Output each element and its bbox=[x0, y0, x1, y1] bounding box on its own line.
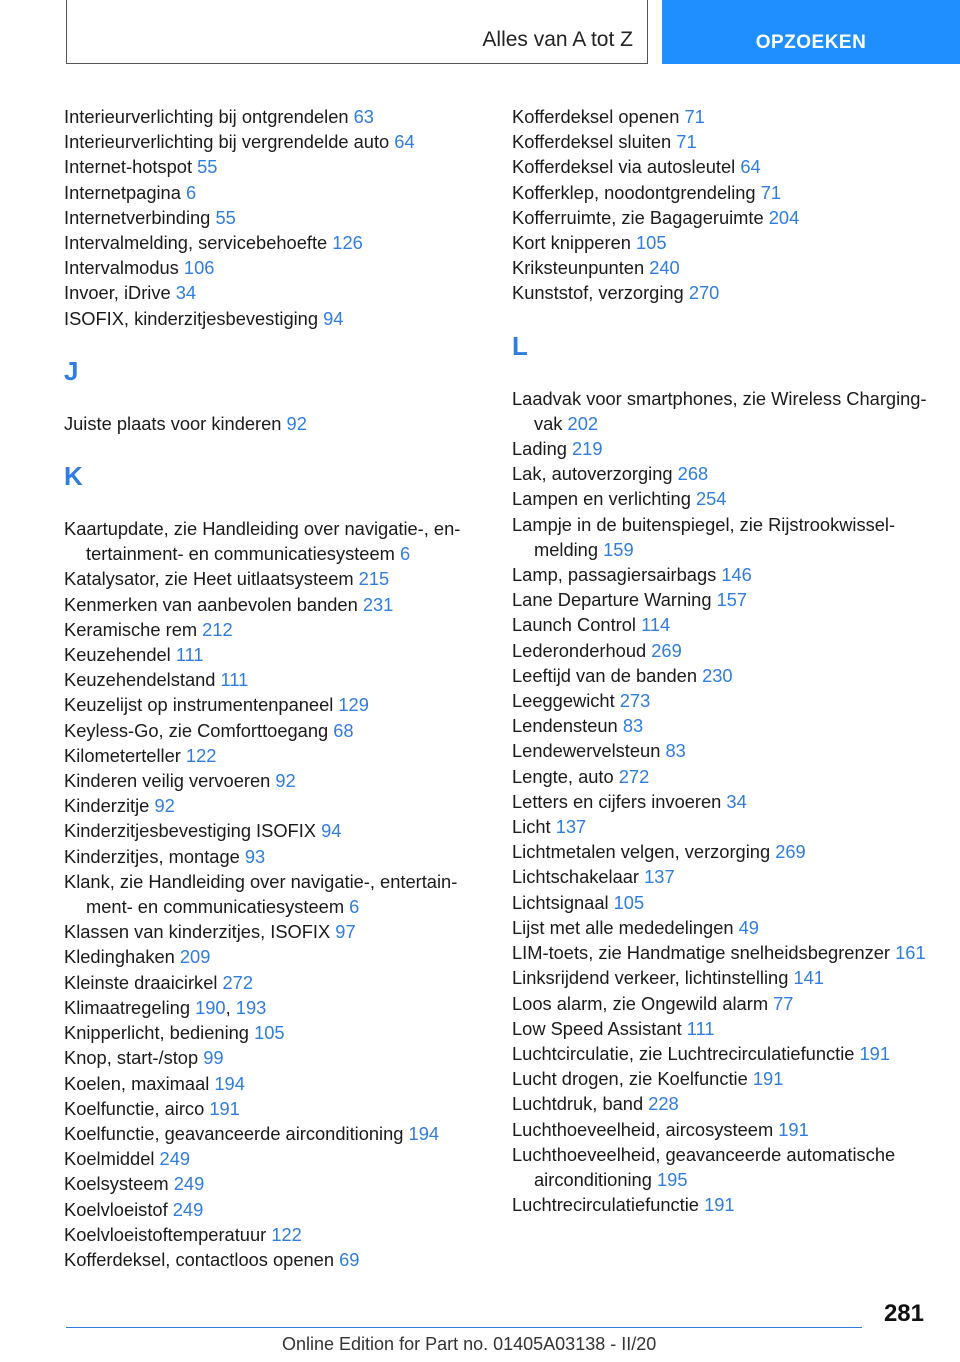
lookup-tab[interactable] bbox=[662, 0, 960, 64]
index-term: Luchtcirculatie, zie Luchtrecirculatiefunctie bbox=[512, 1042, 860, 1064]
index-entry bbox=[64, 1146, 484, 1171]
index-term: Intervalmodus bbox=[64, 257, 184, 279]
index-entry bbox=[64, 718, 484, 743]
index-entry bbox=[64, 844, 484, 869]
index-term: Licht bbox=[512, 816, 556, 838]
index-term: Koelmiddel bbox=[64, 1148, 160, 1170]
index-term: Lampen en verlichting bbox=[512, 488, 696, 510]
index-entry bbox=[512, 1192, 932, 1217]
index-entry bbox=[64, 592, 484, 617]
page-link[interactable]: 270 bbox=[688, 282, 720, 304]
page-link[interactable]: 77 bbox=[773, 992, 794, 1014]
index-term: Lichtsignaal bbox=[512, 891, 614, 913]
page-number: 281 bbox=[883, 1300, 924, 1327]
index-entry bbox=[64, 1121, 484, 1146]
index-entry bbox=[64, 411, 484, 436]
index-entry bbox=[64, 1197, 484, 1222]
page-link[interactable]: 219 bbox=[571, 438, 603, 460]
page-link[interactable]: 55 bbox=[197, 156, 218, 178]
index-entry bbox=[512, 864, 932, 889]
page-link[interactable]: 97 bbox=[335, 921, 356, 943]
page-link[interactable]: 6 bbox=[349, 896, 360, 918]
index-term: Lak, autoverzorging bbox=[512, 463, 678, 485]
page-link[interactable]: 157 bbox=[716, 589, 748, 611]
index-entry bbox=[64, 919, 484, 944]
index-entry bbox=[512, 991, 932, 1016]
index-entry bbox=[512, 1117, 932, 1142]
index-term: Kledinghaken bbox=[64, 946, 180, 968]
index-entry bbox=[512, 738, 932, 763]
index-entry bbox=[64, 995, 484, 1020]
index-entry bbox=[64, 255, 484, 280]
page-link[interactable]: 191 bbox=[859, 1042, 891, 1064]
index-entry bbox=[64, 743, 484, 768]
index-entry bbox=[512, 839, 932, 864]
index-entry bbox=[512, 461, 932, 486]
page-link[interactable]: 240 bbox=[649, 257, 680, 279]
index-entry bbox=[512, 713, 932, 738]
index-entry bbox=[512, 965, 932, 990]
page-link[interactable]: 106 bbox=[183, 257, 215, 279]
index-entry bbox=[64, 818, 484, 843]
index-entry bbox=[512, 562, 932, 587]
page-link[interactable]: 249 bbox=[172, 1198, 204, 1220]
page-link[interactable]: 68 bbox=[333, 719, 354, 741]
index-entry bbox=[64, 944, 484, 969]
page-link[interactable]: 191 bbox=[778, 1118, 809, 1140]
index-term: Intervalmelding, servicebehoefte bbox=[64, 232, 333, 254]
index-entry bbox=[64, 205, 484, 230]
page-link[interactable]: 94 bbox=[321, 820, 342, 842]
index-term: Klassen van kinderzitjes, ISOFIX bbox=[64, 921, 336, 943]
page-link[interactable]: 273 bbox=[619, 690, 651, 712]
index-term: Kofferruimte, zie Bagageruimte bbox=[512, 206, 769, 228]
index-term: Lucht drogen, zie Koelfunctie bbox=[512, 1068, 753, 1090]
page-link[interactable]: 191 bbox=[704, 1194, 735, 1216]
page-link[interactable]: 105 bbox=[254, 1022, 285, 1044]
index-entry bbox=[512, 612, 932, 637]
page-link[interactable]: 195 bbox=[656, 1168, 688, 1190]
index-entry bbox=[64, 692, 484, 717]
index-entry bbox=[512, 1091, 932, 1116]
index-entry bbox=[64, 280, 484, 305]
page-link[interactable]: 249 bbox=[159, 1148, 191, 1170]
index-entry bbox=[512, 386, 932, 436]
edition-note: Online Edition for Part no. 01405A03138 - II/20 bbox=[282, 1334, 657, 1354]
index-term: Lijst met alle mededelingen bbox=[512, 916, 739, 938]
index-term: Kofferdeksel openen bbox=[512, 106, 685, 127]
index-entry bbox=[64, 970, 484, 995]
index-term: Leeftijd van de banden bbox=[512, 664, 703, 686]
page-link[interactable]: 191 bbox=[209, 1097, 240, 1119]
index-entry bbox=[64, 104, 484, 129]
index-term: Kriksteunpunten bbox=[512, 257, 650, 279]
index-entry bbox=[512, 890, 932, 915]
index-term: Knop, start-/stop bbox=[64, 1047, 204, 1069]
page-link[interactable]: 269 bbox=[775, 841, 806, 863]
index-term: Launch Control bbox=[512, 614, 642, 636]
index-entry bbox=[512, 915, 932, 940]
index-term: Lengte, auto bbox=[512, 765, 619, 787]
index-term: Luchthoeveelheid, geavanceerde automatische airconditioning bbox=[512, 1143, 896, 1190]
page-link[interactable]: 114 bbox=[641, 614, 671, 636]
index-term: Lendensteun bbox=[512, 715, 623, 737]
index-entry bbox=[512, 154, 932, 179]
index-entry bbox=[512, 638, 932, 663]
index-letter-heading: L bbox=[512, 330, 528, 361]
index-entry bbox=[64, 1096, 484, 1121]
index-entry bbox=[64, 516, 484, 566]
page-link[interactable]: 49 bbox=[738, 916, 759, 938]
page-link[interactable]: 209 bbox=[179, 946, 211, 968]
index-term: Kofferdeksel via autosleutel bbox=[512, 156, 741, 178]
footer-rule bbox=[66, 1327, 862, 1328]
index-term: Lampje in de buitenspiegel, zie Rijstrookwisselmelding bbox=[512, 513, 896, 560]
index-entry bbox=[512, 814, 932, 839]
index-term: Lading bbox=[512, 438, 572, 460]
index-term: ISOFIX, kinderzitjesbevestiging bbox=[64, 307, 324, 329]
page-link[interactable]: 111 bbox=[220, 669, 249, 691]
index-entry bbox=[512, 1016, 932, 1041]
index-term: Keuzehendel bbox=[64, 644, 176, 666]
index-entry bbox=[512, 512, 932, 562]
index-entry bbox=[64, 1020, 484, 1045]
index-term: Internetverbinding bbox=[64, 206, 216, 228]
index-entry bbox=[512, 940, 932, 965]
index-entry bbox=[512, 104, 932, 129]
index-entry bbox=[64, 1222, 484, 1247]
page-link[interactable]: 215 bbox=[358, 568, 390, 590]
page-link[interactable]: 249 bbox=[173, 1173, 205, 1195]
page-link[interactable]: 111 bbox=[175, 644, 204, 666]
page-link[interactable]: 63 bbox=[353, 106, 374, 127]
index-entry bbox=[64, 566, 484, 591]
index-term: Keyless-Go, zie Comforttoegang bbox=[64, 719, 334, 741]
page-link[interactable]: 161 bbox=[895, 942, 926, 964]
index-entry bbox=[64, 230, 484, 255]
page-link[interactable]: 99 bbox=[203, 1047, 224, 1069]
index-term: Koelvloeistoftemperatuur bbox=[64, 1223, 272, 1245]
index-term: Juiste plaats voor kinderen bbox=[64, 412, 287, 434]
page-link[interactable]: 55 bbox=[215, 206, 236, 228]
index-term: Lederonderhoud bbox=[512, 639, 652, 661]
index-term: Kilometerteller bbox=[64, 744, 186, 766]
index-term: Kinderen veilig vervoeren bbox=[64, 770, 276, 792]
index-entry bbox=[512, 1142, 932, 1192]
index-letter-heading: J bbox=[64, 355, 79, 386]
index-term: Keramische rem bbox=[64, 618, 203, 640]
page-link[interactable]: 230 bbox=[702, 664, 733, 686]
index-term: Koelfunctie, airco bbox=[64, 1097, 210, 1119]
index-term: Katalysator, zie Heet uitlaatsysteem bbox=[64, 568, 359, 590]
index-term: Invoer, iDrive bbox=[64, 282, 176, 304]
page-link[interactable]: 194 bbox=[408, 1122, 440, 1144]
index-term: Luchtrecirculatiefunctie bbox=[512, 1194, 705, 1216]
index-entry bbox=[64, 1171, 484, 1196]
index-column-right bbox=[512, 104, 932, 1217]
page-link[interactable]: 122 bbox=[271, 1223, 302, 1245]
index-term: Koelsysteem bbox=[64, 1173, 174, 1195]
index-term: Laadvak voor smartphones, zie Wireless Charging-vak bbox=[512, 387, 927, 434]
index-term: Kaartupdate, zie Handleiding over navigatie-, entertainment- en communicatiesysteem bbox=[64, 518, 461, 565]
page-link[interactable]: 272 bbox=[222, 971, 254, 993]
index-entry bbox=[512, 1041, 932, 1066]
page-link[interactable]: 64 bbox=[740, 156, 761, 178]
index-term: Lane Departure Warning bbox=[512, 589, 717, 611]
index-entry bbox=[64, 793, 484, 818]
index-term: Lichtmetalen velgen, verzorging bbox=[512, 841, 776, 863]
index-term: Loos alarm, zie Ongewild alarm bbox=[512, 992, 774, 1014]
page-link[interactable]: 83 bbox=[622, 715, 644, 737]
header-box bbox=[66, 0, 648, 64]
index-entry bbox=[64, 154, 484, 179]
page-link[interactable]: 129 bbox=[338, 694, 369, 716]
index-entry bbox=[64, 1247, 484, 1272]
index-term: Kleinste draaicirkel bbox=[64, 971, 223, 993]
page-link[interactable]: 6 bbox=[185, 181, 197, 203]
index-term: Low Speed Assistant bbox=[512, 1017, 687, 1039]
index-entry bbox=[64, 617, 484, 642]
index-entry bbox=[512, 230, 932, 255]
index-column-left bbox=[64, 104, 484, 1272]
page-link[interactable]: 34 bbox=[726, 790, 747, 812]
index-entry bbox=[512, 663, 932, 688]
index-term: Kort knipperen bbox=[512, 232, 636, 254]
index-term: Lamp, passagiersairbags bbox=[512, 564, 722, 586]
page-link[interactable]: 254 bbox=[695, 488, 727, 510]
page-link[interactable]: 69 bbox=[339, 1248, 360, 1270]
index-term: Kofferdeksel, contactloos openen bbox=[64, 1248, 340, 1270]
page-link[interactable]: 269 bbox=[651, 639, 682, 661]
index-entry bbox=[512, 436, 932, 461]
index-term: Leeggewicht bbox=[512, 690, 620, 712]
page-link[interactable]: 34 bbox=[175, 282, 197, 304]
page-link[interactable]: 193 bbox=[235, 996, 267, 1018]
index-term: Koelvloeistof bbox=[64, 1198, 173, 1220]
page-link[interactable]: 122 bbox=[185, 744, 217, 766]
index-term: Kunststof, verzorging bbox=[512, 282, 689, 304]
index-term: Kinderzitje bbox=[64, 795, 155, 817]
index-entry bbox=[512, 789, 932, 814]
index-entry bbox=[64, 642, 484, 667]
index-term: Keuzehendelstand bbox=[64, 669, 221, 691]
index-entry bbox=[512, 255, 932, 280]
index-term: Klimaatregeling bbox=[64, 996, 196, 1018]
page-link[interactable]: 126 bbox=[332, 232, 363, 254]
page-link[interactable]: 6 bbox=[399, 543, 411, 565]
index-term: Lendewervelsteun bbox=[512, 740, 666, 762]
page-link[interactable]: 159 bbox=[603, 538, 634, 560]
section-title: Alles van A tot Z bbox=[482, 28, 633, 51]
lookup-tab-label: OPZOEKEN bbox=[755, 32, 867, 53]
page-link[interactable]: 141 bbox=[793, 967, 824, 989]
index-term: Lichtschakelaar bbox=[512, 866, 645, 888]
index-term: Letters en cijfers invoeren bbox=[512, 790, 727, 812]
index-term: Kinderzitjesbevestiging ISOFIX bbox=[64, 820, 322, 842]
index-entry bbox=[64, 129, 484, 154]
page-link[interactable]: 111 bbox=[686, 1017, 715, 1039]
page-link[interactable]: 268 bbox=[677, 463, 709, 485]
page-link[interactable]: 94 bbox=[323, 307, 344, 329]
page-link[interactable]: 228 bbox=[648, 1093, 679, 1115]
page-link[interactable]: 137 bbox=[555, 816, 587, 838]
index-entry bbox=[512, 764, 932, 789]
index-entry bbox=[512, 486, 932, 511]
index-entry bbox=[64, 768, 484, 793]
index-entry bbox=[512, 180, 932, 205]
page-link[interactable]: 83 bbox=[665, 740, 686, 762]
index-term: Internetpagina bbox=[64, 181, 186, 203]
index-term: Kenmerken van aanbevolen banden bbox=[64, 593, 363, 615]
index-term: LIM-toets, zie Handmatige snelheidsbegrenzer bbox=[512, 942, 896, 964]
index-term: Keuzelijst op instrumentenpaneel bbox=[64, 694, 339, 716]
index-entry bbox=[512, 1066, 932, 1091]
index-entry bbox=[512, 280, 932, 305]
index-term: Interieurverlichting bij ontgrendelen bbox=[64, 106, 354, 127]
page-link[interactable]: 105 bbox=[613, 891, 645, 913]
page-link[interactable]: 191 bbox=[752, 1068, 784, 1090]
page-link[interactable]: 204 bbox=[768, 206, 800, 228]
index-entry bbox=[64, 667, 484, 692]
page-link-separator: , bbox=[225, 996, 236, 1018]
index-entry bbox=[512, 205, 932, 230]
index-term: Linksrijdend verkeer, lichtinstelling bbox=[512, 967, 794, 989]
page-link[interactable]: 272 bbox=[618, 765, 650, 787]
index-term: Koelfunctie, geavanceerde airconditioning bbox=[64, 1122, 409, 1144]
index-term: Kofferdeksel sluiten bbox=[512, 131, 677, 153]
page-link[interactable]: 212 bbox=[202, 618, 233, 640]
index-letter-heading: K bbox=[64, 461, 83, 492]
index-entry bbox=[64, 869, 484, 919]
index-term: Klank, zie Handleiding over navigatie-, entertainment- en communicatiesysteem bbox=[64, 870, 458, 918]
index-entry bbox=[512, 587, 932, 612]
index-term: Koelen, maximaal bbox=[64, 1072, 215, 1094]
index-term: Luchthoeveelheid, aircosysteem bbox=[512, 1118, 779, 1140]
page-link[interactable]: 71 bbox=[676, 131, 697, 153]
index-term: Interieurverlichting bij vergrendelde auto bbox=[64, 131, 395, 153]
index-entry bbox=[64, 180, 484, 205]
page-link[interactable]: 190 bbox=[195, 996, 226, 1018]
index-term: Kinderzitjes, montage bbox=[64, 845, 245, 867]
page-link[interactable]: 64 bbox=[394, 131, 415, 153]
page-link[interactable]: 71 bbox=[760, 181, 782, 203]
index-entry bbox=[64, 1071, 484, 1096]
index-term: Luchtdruk, band bbox=[512, 1093, 649, 1115]
index-term: Internet-hotspot bbox=[64, 156, 198, 178]
page-link[interactable]: 92 bbox=[154, 795, 175, 817]
index-entry bbox=[64, 306, 484, 331]
page-link[interactable]: 137 bbox=[644, 866, 675, 888]
page-link[interactable]: 92 bbox=[275, 770, 296, 792]
index-term: Kofferklep, noodontgrendeling bbox=[512, 181, 761, 203]
index-entry bbox=[512, 129, 932, 154]
page-link[interactable]: 92 bbox=[286, 412, 307, 434]
page-link[interactable]: 146 bbox=[721, 564, 752, 586]
index-entry bbox=[64, 1045, 484, 1070]
index-entry bbox=[512, 688, 932, 713]
page-link[interactable]: 202 bbox=[567, 412, 599, 434]
page-link[interactable]: 105 bbox=[635, 232, 667, 254]
page-link[interactable]: 231 bbox=[362, 593, 394, 615]
page-link[interactable]: 93 bbox=[244, 845, 266, 867]
index-term: Knipperlicht, bediening bbox=[64, 1022, 255, 1044]
page-link[interactable]: 71 bbox=[684, 106, 705, 127]
page-link[interactable]: 194 bbox=[214, 1072, 245, 1094]
